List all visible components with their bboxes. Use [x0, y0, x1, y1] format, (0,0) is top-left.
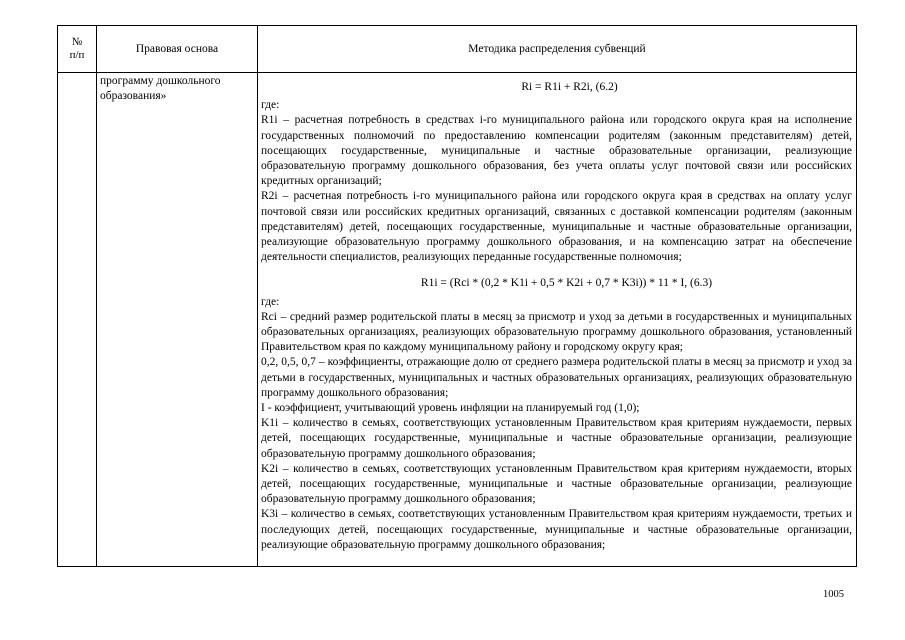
legal-basis-cell — [97, 73, 258, 567]
page-number: 1005 — [823, 589, 844, 600]
table-header-row — [58, 26, 857, 73]
legal-basis-text: программу дошкольного образования» — [100, 75, 221, 102]
definition-inflation: I - коэффициент, учитывающий уровень инфляции на планируемый год (1,0); — [261, 402, 640, 415]
formula-6-3: R1i = (Rci * (0,2 * K1i + 0,5 * K2i + 0,7 * K3i)) * 11 * I, (6.3) — [420, 277, 713, 290]
definition-coefficients: 0,2, 0,5, 0,7 – коэффициенты, отражающие долю от среднего размера родительской платы в месяц за присмотр и уход за детьми в государственных, муниципальных и частных образовательных организациях, реализующих образовательную программу дошкольного образования; — [261, 356, 852, 399]
definition-k1i: K1i – количество в семьях, соответствующих установленным Правительством края критериям нуждаемости, первых детей, посещающих государственные, муниципальные и частные образовательные организации, реализующие образовательную программу дошкольного образования; — [261, 417, 852, 460]
row-number-cell — [58, 73, 97, 567]
where-label-2: где: — [261, 295, 280, 308]
header-legal-basis-label: Правовая основа — [135, 43, 219, 55]
definition-r2i: R2i – расчетная потребность i-го муниципального района или городского округа края в средствах на оплату услуг почтовой связи или российских кредитных организаций, связанных с доставкой компенсации родителям (законным представителям) детей, посещающих государственные, муниципальные и частные образовательные организации, реализующие образовательную программу дошкольного образования, и на компенсацию затрат на обеспечение деятельности специалистов, реализующих переданные государственные полномочия; — [261, 190, 852, 264]
where-label-1: где: — [261, 99, 280, 112]
definition-k2i: K2i – количество в семьях, соответствующих установленным Правительством края критериям нуждаемости, вторых детей, посещающих государственные, муниципальные и частные образовательные организации, реализующие образовательную программу дошкольного образования; — [261, 462, 852, 506]
header-number — [58, 26, 97, 73]
formula-6-2: Ri = R1i + R2i, (6.2) — [521, 81, 618, 93]
table-row — [58, 73, 857, 567]
subvention-table — [57, 25, 857, 567]
definition-k3i: K3i – количество в семьях, соответствующих установленным Правительством края критериям нуждаемости, третьих и последующих детей, посещающих государственные, муниципальные и частные образовательные организации, реализующие образовательную программу дошкольного образования; — [261, 508, 852, 551]
header-number-label: № п/п — [69, 36, 85, 61]
definition-rci: Rci – средний размер родительской платы в месяц за присмотр и уход за детьми в государственных и муниципальных образовательных организациях, реализующих образовательную программу дошкольного образования, установленный Правительством края по каждому муниципальному району и городскому округу края; — [261, 310, 852, 354]
methodology-cell — [258, 73, 857, 567]
header-legal-basis — [97, 26, 258, 73]
definition-r1i: R1i – расчетная потребность в средствах i-го муниципального района или городского округа края на исполнение государственных полномочий по предоставлению компенсации родителям (законным представителям) детей, посещающих государственные, муниципальные и частные образовательные организации, реализующие образовательную программу дошкольного образования, без учета оплаты услуг почтовой связи или российских кредитных организаций; — [261, 114, 852, 188]
header-methodology-label: Методика распределения субвенций — [468, 43, 646, 55]
header-methodology — [258, 26, 857, 73]
